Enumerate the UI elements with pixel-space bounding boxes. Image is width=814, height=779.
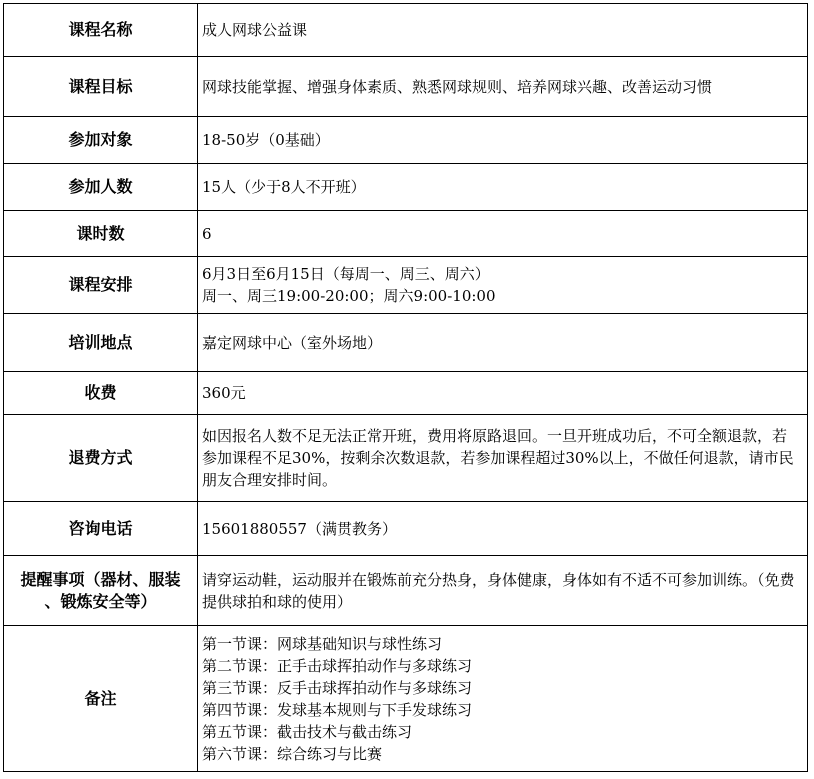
row-value-location: 嘉定网球中心（室外场地） <box>198 314 808 372</box>
lesson-plan-line: 第四节课：发球基本规则与下手发球练习 <box>202 700 473 719</box>
table-row <box>4 57 808 117</box>
table-row <box>4 372 808 415</box>
table-row <box>4 211 808 257</box>
table-row <box>4 502 808 556</box>
row-label-lessons: 课时数 <box>4 211 198 257</box>
row-value-course-goal: 网球技能掌握、增强身体素质、熟悉网球规则、培养网球兴趣、改善运动习惯 <box>198 57 808 117</box>
row-value-participants: 15人（少于8人不开班） <box>198 164 808 211</box>
schedule-line: 6月3日至6月15日（每周一、周三、周六） <box>202 265 490 283</box>
table-row <box>4 314 808 372</box>
row-value-notes <box>198 626 808 772</box>
row-label-course-goal: 课程目标 <box>4 57 198 117</box>
row-label-course-name: 课程名称 <box>4 4 198 57</box>
row-label-target: 参加对象 <box>4 117 198 164</box>
row-label-participants: 参加人数 <box>4 164 198 211</box>
table-row <box>4 415 808 502</box>
row-label-refund: 退费方式 <box>4 415 198 502</box>
lesson-plan-line: 第一节课：网球基础知识与球性练习 <box>202 634 443 653</box>
schedule-line: 周一、周三19:00-20:00；周六9:00-10:00 <box>202 287 496 305</box>
row-label-reminders <box>4 556 198 626</box>
row-value-phone: 15601880557（满贯教务） <box>198 502 808 556</box>
table-row <box>4 164 808 211</box>
table-row <box>4 257 808 314</box>
course-info-table <box>3 3 808 772</box>
row-label-location: 培训地点 <box>4 314 198 372</box>
row-value-course-name: 成人网球公益课 <box>198 4 808 57</box>
row-label-notes: 备注 <box>4 626 198 772</box>
lesson-plan-line: 第六节课：综合练习与比赛 <box>202 744 383 763</box>
table-row <box>4 626 808 772</box>
row-value-target: 18-50岁（0基础） <box>198 117 808 164</box>
lesson-plan-line: 第三节课：反手击球挥拍动作与多球练习 <box>202 678 473 697</box>
row-value-reminders: 请穿运动鞋，运动服并在锻炼前充分热身，身体健康，身体如有不适不可参加训练。（免费提供球拍和球的使用） <box>198 556 808 626</box>
row-label-phone: 咨询电话 <box>4 502 198 556</box>
row-label-fee: 收费 <box>4 372 198 415</box>
row-value-lessons: 6 <box>198 211 808 257</box>
row-value-fee: 360元 <box>198 372 808 415</box>
lesson-plan-line: 第五节课：截击技术与截击练习 <box>202 722 413 741</box>
table-row <box>4 4 808 57</box>
row-value-schedule <box>198 257 808 314</box>
lesson-plan-line: 第二节课：正手击球挥拍动作与多球练习 <box>202 656 473 675</box>
reminders-label-line: 提醒事项（器材、服装 <box>20 569 181 589</box>
table-row <box>4 117 808 164</box>
table-row <box>4 556 808 626</box>
reminders-label-line: 、锻炼安全等） <box>44 591 157 611</box>
row-label-schedule: 课程安排 <box>4 257 198 314</box>
row-value-refund: 如因报名人数不足无法正常开班，费用将原路退回。一旦开班成功后，不可全额退款，若参加课程不足30%，按剩余次数退款，若参加课程超过30%以上，不做任何退款，请市民朋友合理安排时间。 <box>198 415 808 502</box>
